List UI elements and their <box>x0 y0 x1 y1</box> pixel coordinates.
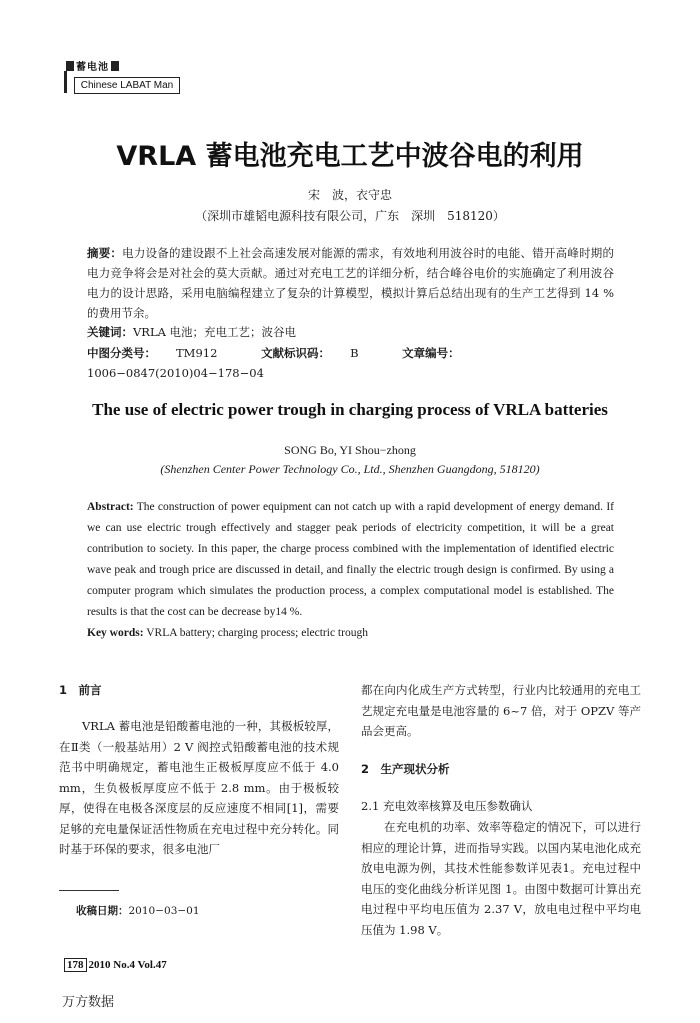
keywords-en-text: VRLA battery; charging process; electric trough <box>146 627 368 639</box>
classification-line <box>87 343 614 383</box>
clc-value: TM912 <box>176 346 218 360</box>
page-number: 178 <box>64 958 87 972</box>
badge-divider <box>64 71 67 93</box>
keywords-en-label: Key words: <box>87 627 144 639</box>
abstract-cn-label: 摘要： <box>87 246 123 260</box>
authors-en: SONG Bo, YI Shou−zhong <box>284 443 416 457</box>
authors-cn: 宋 波，衣守忠 <box>307 188 392 202</box>
doc-code-value: B <box>350 346 359 360</box>
section2-paragraph: 在充电机的功率、效率等稳定的情况下，可以进行相应的理论计算，进而指导实践。以国内某电池化成充放电电源为例，其技术性能参数详见表1。充电过程中电压的变化曲线分析详见图 1。由图中数据可计算出充电过程中平均电压值为 2.37 V，放电电过程中平均电压值为 1.98 V。 <box>361 820 641 937</box>
watermark: 万方数据 <box>62 995 115 1010</box>
logo-block-icon <box>66 61 74 71</box>
affiliation-cn: （深圳市雄韬电源科技有限公司，广东 深圳 518120） <box>195 209 505 223</box>
abstract-cn-text: 电力设备的建设跟不上社会高速发展对能源的需求，有效地利用波谷时的电能、错开高峰时期的电力竞争将会是对社会的莫大贡献。通过对充电工艺的详细分析，结合峰谷电价的实施确定了利用波谷电力的设计思路，采用电脑编程建立了复杂的计算模型，模拟计算后总结出现有的生产工艺得到 14 %的费用节余。 <box>87 246 615 320</box>
section2-heading: 2 生产现状分析 <box>361 762 450 776</box>
paper-title-cn: VRLA 蓄电池充电工艺中波谷电的利用 <box>116 141 584 172</box>
article-number-label: 文章编号： <box>402 346 460 360</box>
keywords-cn-label: 关键词： <box>87 325 133 339</box>
logo-block-icon <box>111 61 119 71</box>
footnote-rule <box>59 890 119 891</box>
doc-code-label: 文献标识码： <box>261 346 331 360</box>
journal-logo <box>64 58 121 73</box>
keywords-en <box>87 624 614 642</box>
clc-label: 中图分类号： <box>87 346 156 360</box>
abstract-cn <box>87 243 614 323</box>
received-label: 收稿日期： <box>76 905 129 917</box>
article-number-value: 1006−0847(2010)04−178−04 <box>87 366 264 380</box>
paper-title-en: The use of electric power trough in charging process of VRLA batteries <box>92 400 608 419</box>
abstract-en-text: The construction of power equipment can not catch up with a rapid development of energy demand. If we can use electric trough effectively and stagger peak periods of electricity competition, it will be a great contribution to society. In this paper, the charge process combined with the implementation of identified electric wave peak and trough price are discussed in detail, and finally the electric trough design is confirmed. By using a computer program which simulates the production process, a complex computational model is established. The results is that the cost can be decrease by14 %. <box>87 501 614 618</box>
journal-name-cn: 蓄电池 <box>76 62 109 73</box>
issue-info: 2010 No.4 Vol.47 <box>88 959 167 971</box>
affiliation-en: (Shenzhen Center Power Technology Co., Ltd., Shenzhen Guangdong, 518120) <box>160 462 540 476</box>
section1-paragraph-cont: 都在向内化成生产方式转型，行业内比较通用的充电工艺规定充电量是电池容量的 6~7 倍，对于 OPZV 等产品会更高。 <box>361 683 641 738</box>
section1-heading: 1 前言 <box>59 683 102 697</box>
received-value: 2010−03−01 <box>128 905 200 917</box>
keywords-cn-text: VRLA 电池；充电工艺；波谷电 <box>133 325 297 339</box>
section1-paragraph: VRLA 蓄电池是铅酸蓄电池的一种，其极板较厚，在Ⅱ类（一般基站用）2 V 阀控式铅酸蓄电池的技术规范书中明确规定，蓄电池生正极板厚度应不低于 4.0 mm，生负极板厚度应不低于 2.8 mm。由于极板较厚，使得在电极各深度层的反应速度不相同[1]，需要足够的充电量保证活性物质在充电过程中充分转化。同时基于环保的要求，很多电池厂 <box>59 719 339 856</box>
abstract-en <box>87 497 614 623</box>
abstract-en-label: Abstract: <box>87 501 134 513</box>
section2-subheading: 2.1 充电效率核算及电压参数确认 <box>361 799 533 813</box>
page-footer <box>64 958 167 972</box>
keywords-cn <box>87 322 614 342</box>
received-date <box>76 903 200 918</box>
journal-name-en: Chinese LABAT Man <box>74 77 180 94</box>
